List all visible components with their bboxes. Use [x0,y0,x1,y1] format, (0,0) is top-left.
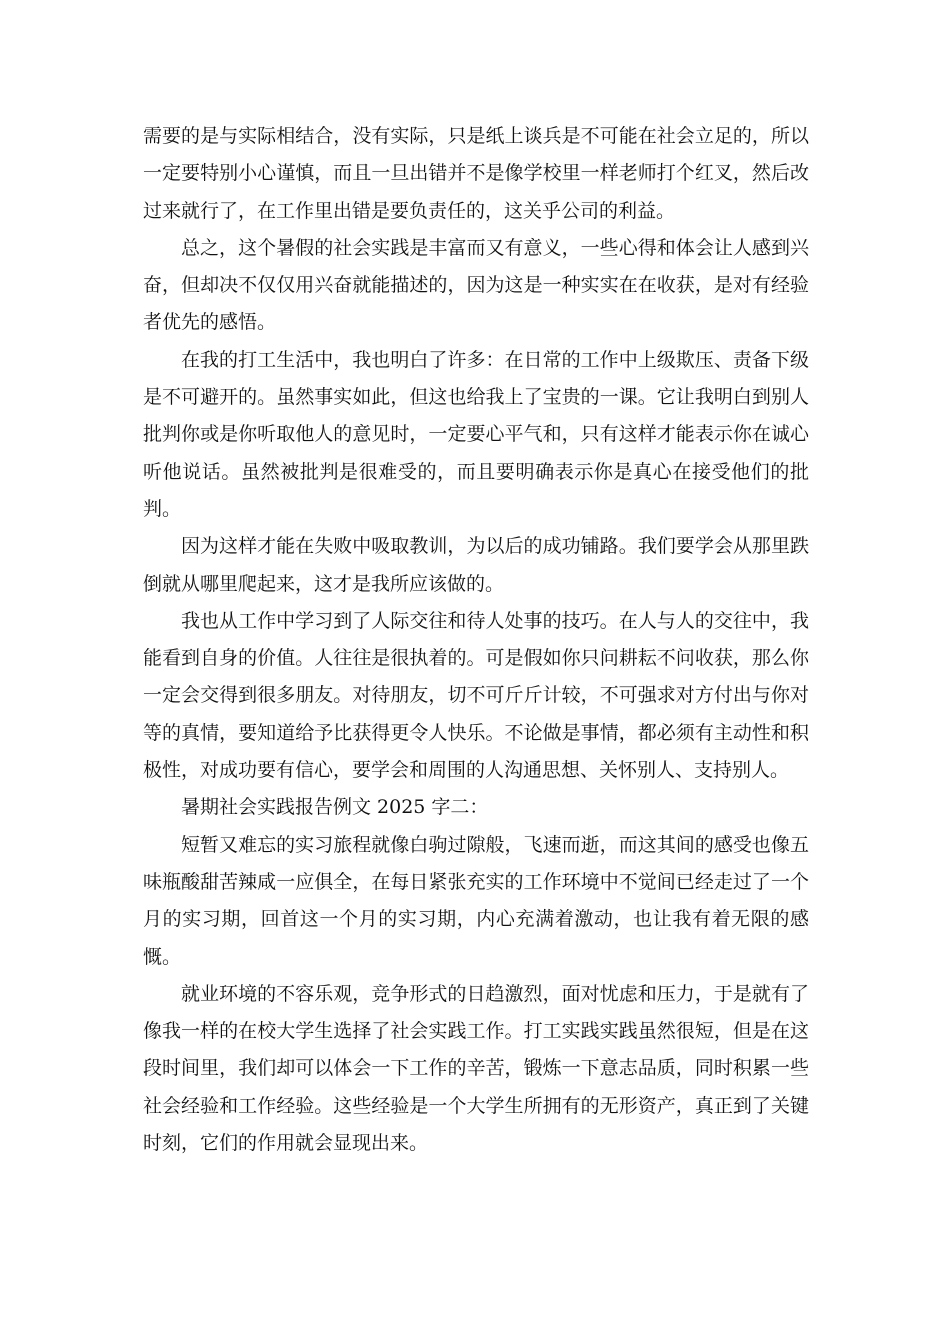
paragraph-lessons: 因为这样才能在失败中吸取教训，为以后的成功铺路。我们要学会从那里跌倒就从哪里爬起来，这才是我所应该做的。 [143,535,809,595]
paragraph-interpersonal: 我也从工作中学习到了人际交往和待人处事的技巧。在人与人的交往中，我能看到自身的价值。人往往是很执着的。可是假如你只问耕耘不问收获，那么你一定会交得到很多朋友。对待朋友，切不可斤斤计较，不可强求对方付出与你对等的真情，要知道给予比获得更令人快乐。不论做是事情，都必须有主动性和积极性，对成功要有信心，要学会和周围的人沟通思想、关怀别人、支持别人。 [143,609,809,782]
paragraph-internship: 短暂又难忘的实习旅程就像白驹过隙般，飞速而逝，而这其间的感受也像五味瓶酸甜苦辣咸一应俱全，在每日紧张充实的工作环境中不觉间已经走过了一个月的实习期，回首这一个月的实习期，内心充满着激动，也让我有着无限的感慨。 [143,833,809,968]
section-heading: 暑期社会实践报告例文 2025 字二： [181,796,489,819]
paragraph-employment: 就业环境的不容乐观，竞争形式的日趋激烈，面对忧虑和压力，于是就有了像我一样的在校大学生选择了社会实践工作。打工实践实践虽然很短，但是在这段时间里，我们却可以体会一下工作的辛苦，锻炼一下意志品质，同时积累一些社会经验和工作经验。这些经验是一个大学生所拥有的无形资产，真正到了关键时刻，它们的作用就会显现出来。 [143,982,809,1155]
paragraph-work-life: 在我的打工生活中，我也明白了许多：在日常的工作中上级欺压、责备下级是不可避开的。虽然事实如此，但这也给我上了宝贵的一课。它让我明白到别人批判你或是你听取他人的意见时，一定要心平气和，只有这样才能表示你在诚心听他说话。虽然被批判是很难受的，而且要明确表示你是真心在接受他们的批判。 [143,348,809,520]
document-body [143,118,809,1162]
paragraph-summary: 总之，这个暑假的社会实践是丰富而又有意义，一些心得和体会让人感到兴奋，但却决不仅仅用兴奋就能描述的，因为这是一种实实在在收获，是对有经验者优先的感悟。 [143,236,809,334]
paragraph-continuation: 需要的是与实际相结合，没有实际，只是纸上谈兵是不可能在社会立足的，所以一定要特别小心谨慎，而且一旦出错并不是像学校里一样老师打个红叉，然后改过来就行了，在工作里出错是要负责任的，这关乎公司的利益。 [143,125,809,222]
